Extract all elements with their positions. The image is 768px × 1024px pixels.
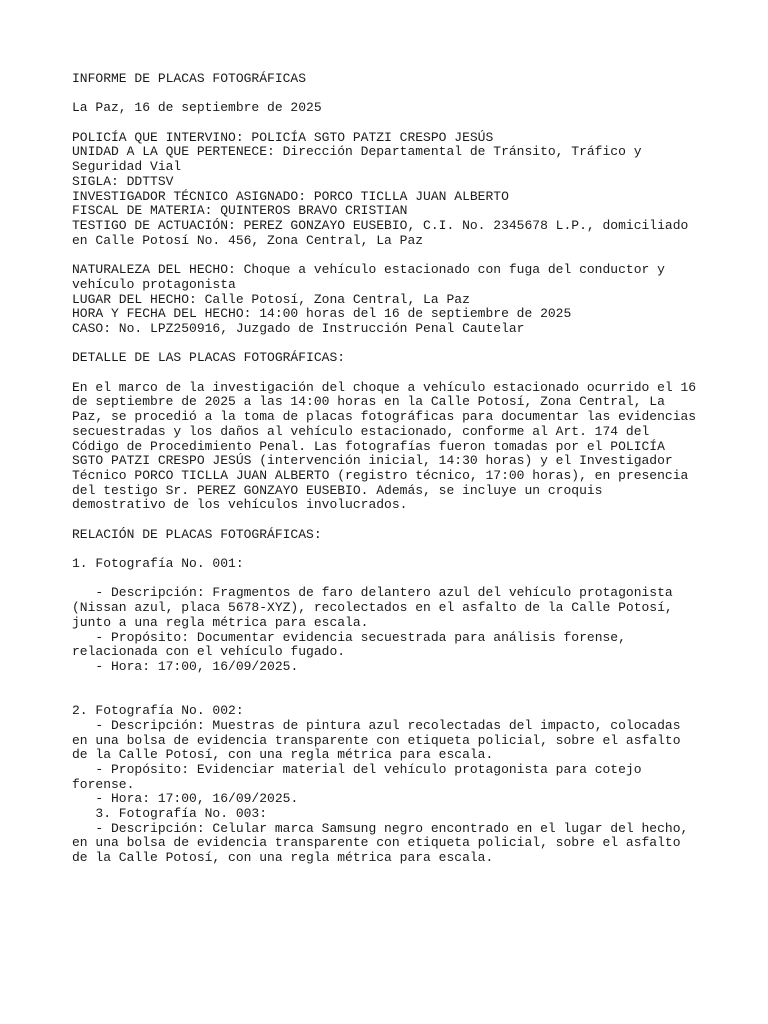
photo-3-title: 3. Fotografía No. 003:: [72, 806, 268, 822]
spacer: [72, 675, 700, 704]
photo-1-purpose: - Propósito: Documentar evidencia secuestrada para análisis forense, relacionada con el vehículo fugado.: [72, 629, 634, 660]
fact-datetime: HORA Y FECHA DEL HECHO: 14:00 horas del 16 de septiembre de 2025: [72, 306, 572, 322]
report-document: [72, 71, 704, 866]
investigator: INVESTIGADOR TÉCNICO ASIGNADO: PORCO TICLLA JUAN ALBERTO: [72, 188, 509, 204]
place-date: La Paz, 16 de septiembre de 2025: [72, 100, 322, 116]
photo-1-title: 1. Fotografía No. 001:: [72, 556, 244, 572]
photo-3-description: - Descripción: Celular marca Samsung negro encontrado en el lugar del hecho, en una bolsa de evidencia transparente con etiqueta policial, sobre el asfalto de la Calle Potosí, con una regla métrica para escala.: [72, 820, 697, 866]
spacer: [72, 366, 700, 381]
spacer: [72, 542, 700, 557]
fact-case: CASO: No. LPZ250916, Juzgado de Instrucción Penal Cautelar: [72, 320, 525, 336]
acronym: SIGLA: DDTTSV: [72, 173, 174, 189]
fact-nature: NATURALEZA DEL HECHO: Choque a vehículo estacionado con fuga del conductor y vehículo protagonista: [72, 262, 673, 292]
detail-paragraph: En el marco de la investigación del choque a vehículo estacionado ocurrido el 16 de septiembre de 2025 a las 14:00 horas en la Calle Potosí, Zona Central, La Paz, se procedió a la toma de placas fotográficas para documentar las evidencias secuestradas y los daños al vehículo estacionado, conforme al Art. 174 del Código de Procedimiento Penal. Las fotografías fueron tomadas por el POLICÍA SGTO PATZI CRESPO JESÚS (intervención inicial, 14:30 horas) y el Investigador Técnico PORCO TICLLA JUAN ALBERTO (registro técnico, 17:00 horas), en presencia del testigo Sr. PEREZ GONZAYO EUSEBIO. Además, se incluye un croquis demostrativo de los vehículos involucrados.: [72, 379, 704, 513]
spacer: [72, 248, 700, 263]
photo-2-description: - Descripción: Muestras de pintura azul recolectadas del impacto, colocadas en una bolsa de evidencia transparente con etiqueta policial, sobre el asfalto de la Calle Potosí, con una regla métrica para escala.: [72, 717, 689, 763]
photo-2-purpose: - Propósito: Evidenciar material del vehículo protagonista para cotejo forense.: [72, 761, 650, 792]
spacer: [72, 513, 700, 528]
witness: TESTIGO DE ACTUACIÓN: PEREZ GONZAYO EUSEBIO, C.I. No. 2345678 L.P., domiciliado en Calle Potosí No. 456, Zona Central, La Paz: [72, 218, 697, 248]
prosecutor: FISCAL DE MATERIA: QUINTEROS BRAVO CRISTIAN: [72, 203, 408, 219]
photo-2-title: 2. Fotografía No. 002:: [72, 703, 244, 719]
relation-heading: RELACIÓN DE PLACAS FOTOGRÁFICAS:: [72, 526, 322, 542]
detail-heading: DETALLE DE LAS PLACAS FOTOGRÁFICAS:: [72, 350, 346, 366]
spacer: [72, 87, 700, 102]
spacer: [72, 572, 700, 587]
photo-1-time: - Hora: 17:00, 16/09/2025.: [72, 659, 299, 674]
unit: UNIDAD A LA QUE PERTENECE: Dirección Departamental de Tránsito, Tráfico y Seguridad Vial: [72, 144, 650, 175]
photo-2-time: - Hora: 17:00, 16/09/2025.: [72, 791, 299, 807]
police-officer: POLICÍA QUE INTERVINO: POLICÍA SGTO PATZI CRESPO JESÚS: [72, 129, 494, 145]
spacer: [72, 116, 700, 131]
report-title: INFORME DE PLACAS FOTOGRÁFICAS: [72, 71, 307, 86]
fact-place: LUGAR DEL HECHO: Calle Potosí, Zona Central, La Paz: [72, 291, 470, 307]
spacer: [72, 337, 700, 352]
photo-1-description: - Descripción: Fragmentos de faro delantero azul del vehículo protagonista (Nissan azul, placa 5678-XYZ), recolectados en el asfalto de la Calle Potosí, junto a una regla métrica para escala.: [72, 585, 681, 630]
